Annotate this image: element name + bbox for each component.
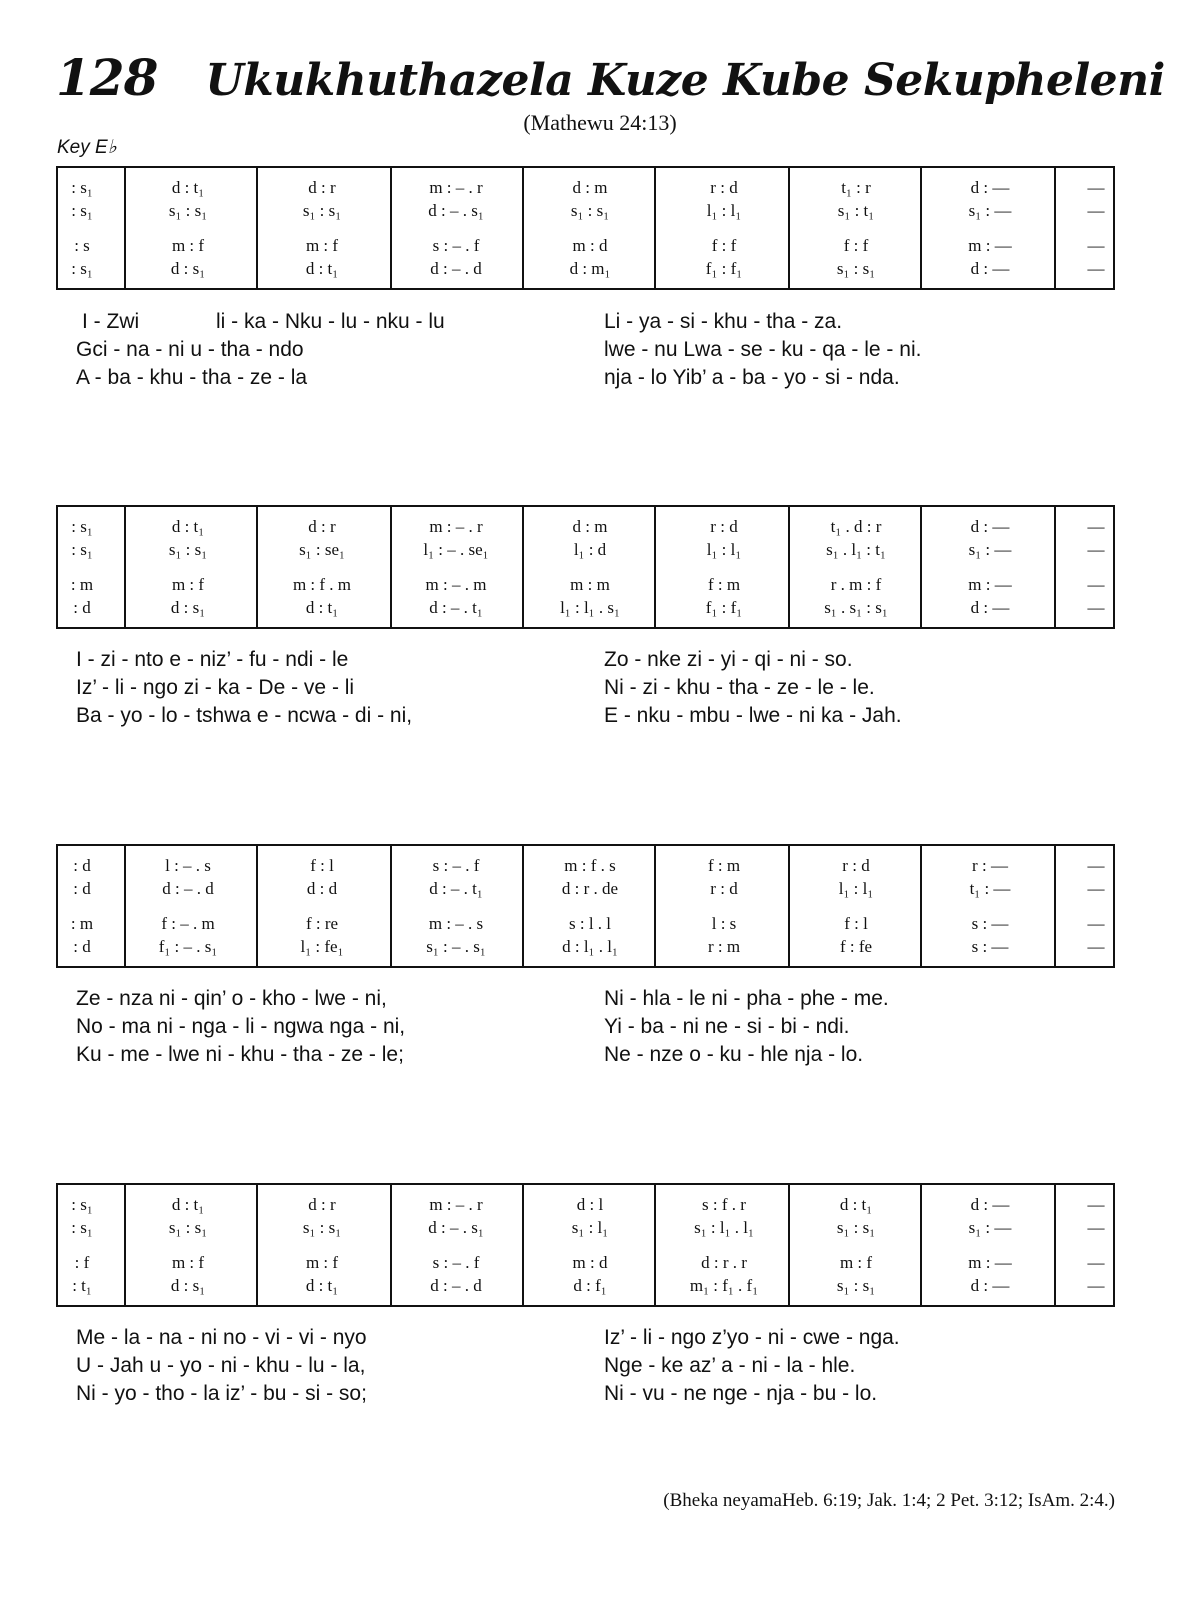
solfa-cell: d : t₁ — [171, 1195, 205, 1214]
lyric-line — [56, 704, 1115, 732]
solfa-cell: d : t₁ — [839, 1195, 873, 1214]
solfa-cell: d : – . d — [430, 259, 482, 278]
solfa-cell: — — [1087, 1253, 1105, 1272]
solfa-cell: : s₁ — [71, 201, 93, 220]
solfa-cell: — — [1087, 1195, 1105, 1214]
solfa-cell: m : f — [305, 236, 339, 255]
solfa-cell: f : – . m — [161, 914, 215, 933]
solfa-cell: d : s₁ — [170, 1276, 206, 1295]
lyric-segment: lwe - nu Lwa - se - ku - qa - le - ni. — [604, 338, 922, 361]
solfa-cell: t₁ . d : r — [830, 517, 882, 536]
lyric-line — [56, 1015, 1115, 1043]
solfa-cell: m : f — [171, 236, 205, 255]
solfa-cell: — — [1087, 540, 1105, 559]
bar-line — [1054, 846, 1056, 966]
solfa-cell: s₁ : s₁ — [836, 1276, 876, 1295]
solfa-cell: d : r — [308, 1195, 336, 1214]
bar-line — [788, 1185, 790, 1305]
solfa-cell: s₁ : s₁ — [302, 1218, 342, 1237]
solfa-cell: d : t₁ — [305, 1276, 339, 1295]
scripture-reference: (Mathewu 24:13) — [523, 110, 677, 135]
solfa-cell: m : – . m — [425, 575, 487, 594]
solfa-cell: l₁ : – . se₁ — [423, 540, 489, 559]
solfa-cell: f : f — [843, 236, 869, 255]
solfa-cell: s₁ : s₁ — [836, 1218, 876, 1237]
solfa-cell: : s₁ — [71, 540, 93, 559]
solfa-cell: s₁ : — — [968, 201, 1012, 220]
solfa-cell: d : r — [308, 178, 336, 197]
solfa-cell: l₁ : l₁ — [706, 540, 742, 559]
solfa-cell: m : – . r — [429, 1195, 483, 1214]
lyric-line — [56, 1382, 1115, 1410]
hymn-title: Ukukhuthazela Kuze Kube Sekupheleni — [205, 55, 1165, 106]
solfa-cell: m₁ : f₁ . f₁ — [689, 1276, 759, 1295]
solfa-cell: d : r . de — [561, 879, 619, 898]
solfa-cell: d : l — [576, 1195, 604, 1214]
solfa-cell: m : f — [171, 1253, 205, 1272]
bar-line — [788, 168, 790, 288]
lyric-segment: A - ba - khu - tha - ze - la — [76, 366, 308, 389]
solfa-cell: — — [1087, 914, 1105, 933]
bar-line — [1054, 168, 1056, 288]
bar-line — [390, 1185, 392, 1305]
solfa-cell: d : – . t₁ — [429, 879, 483, 898]
lyric-segment: Ni - zi - khu - tha - ze - le - le. — [604, 676, 875, 699]
solfa-cell: f : fe — [839, 937, 873, 956]
solfa-cell: : m — [70, 914, 94, 933]
bar-line — [654, 846, 656, 966]
solfa-cell: — — [1087, 937, 1105, 956]
lyric-line — [56, 338, 1115, 366]
solfa-cell: f : f — [711, 236, 737, 255]
bar-line — [124, 846, 126, 966]
solfa-cell: m : f — [839, 1253, 873, 1272]
solfa-cell: d : – . s₁ — [428, 1218, 484, 1237]
bar-line — [920, 168, 922, 288]
bar-line — [522, 846, 524, 966]
lyric-segment: Ne - nze o - ku - hle nja - lo. — [604, 1043, 864, 1066]
solfa-cell: : d — [73, 937, 91, 956]
solfa-cell: : d — [73, 856, 91, 875]
solfa-cell: : s₁ — [71, 1195, 93, 1214]
bar-line — [390, 168, 392, 288]
solfa-cell: r : — — [972, 856, 1008, 875]
solfa-cell: m : — — [968, 575, 1012, 594]
lyric-segment: Yi - ba - ni ne - si - bi - ndi. — [604, 1015, 850, 1038]
solfa-cell: d : — — [970, 598, 1010, 617]
solfa-cell: — — [1087, 236, 1105, 255]
bar-line — [1054, 1185, 1056, 1305]
solfa-cell: : d — [73, 879, 91, 898]
bar-line — [654, 507, 656, 627]
solfa-cell: t₁ : r — [841, 178, 871, 197]
solfa-cell: s₁ . s₁ : s₁ — [824, 598, 888, 617]
solfa-cell: l₁ : l₁ — [706, 201, 742, 220]
solfa-cell: l : s — [711, 914, 737, 933]
solfa-cell: s₁ : s₁ — [570, 201, 610, 220]
key-signature: Key E♭ — [57, 137, 117, 158]
lyric-segment: Gci - na - ni u - tha - ndo — [76, 338, 304, 361]
solfa-cell: m : m — [570, 575, 610, 594]
lyric-line — [56, 648, 1115, 676]
solfa-cell: l₁ : fe₁ — [300, 937, 344, 956]
solfa-cell: — — [1087, 598, 1105, 617]
solfa-cell: — — [1087, 1276, 1105, 1295]
music-system — [56, 844, 1115, 968]
solfa-cell: s : l . l — [568, 914, 612, 933]
lyric-segment: Zo - nke zi - yi - qi - ni - so. — [604, 648, 853, 671]
bar-line — [920, 1185, 922, 1305]
solfa-cell: l : – . s — [165, 856, 211, 875]
lyric-segment: Ze - nza ni - qin’ o - kho - lwe - ni, — [76, 987, 387, 1010]
solfa-cell: s : — — [971, 914, 1009, 933]
solfa-cell: : f — [74, 1253, 90, 1272]
bar-line — [788, 846, 790, 966]
solfa-cell: l₁ : l₁ — [838, 879, 874, 898]
solfa-cell: : s₁ — [71, 1218, 93, 1237]
solfa-cell: f : re — [305, 914, 339, 933]
solfa-cell: f : m — [707, 575, 741, 594]
solfa-cell: d : t₁ — [171, 178, 205, 197]
solfa-cell: s₁ : s₁ — [168, 201, 208, 220]
solfa-cell: m : – . r — [429, 178, 483, 197]
bar-line — [256, 507, 258, 627]
lyric-segment: Iz’ - li - ngo zi - ka - De - ve - li — [76, 676, 355, 699]
solfa-cell: m : f . s — [564, 856, 616, 875]
solfa-cell: : s₁ — [71, 517, 93, 536]
solfa-cell: s : – . f — [432, 236, 480, 255]
solfa-cell: s₁ : s₁ — [168, 540, 208, 559]
solfa-cell: d : — — [970, 178, 1010, 197]
bar-line — [256, 168, 258, 288]
hymn-number: 128 — [56, 48, 158, 107]
bar-line — [390, 507, 392, 627]
solfa-cell: s₁ : — — [968, 540, 1012, 559]
solfa-cell: s₁ : s₁ — [836, 259, 876, 278]
solfa-cell: r : d — [710, 879, 738, 898]
lyric-segment: I - Zwi — [82, 310, 140, 333]
solfa-cell: m : f . m — [292, 575, 352, 594]
solfa-cell: s₁ : t₁ — [837, 201, 875, 220]
bar-line — [124, 168, 126, 288]
lyric-segment: No - ma ni - nga - li - ngwa nga - ni, — [76, 1015, 406, 1038]
solfa-cell: s₁ : l₁ — [571, 1218, 609, 1237]
solfa-cell: — — [1087, 1218, 1105, 1237]
solfa-cell: m : f — [171, 575, 205, 594]
lyric-segment: Ni - vu - ne nge - nja - bu - lo. — [604, 1382, 878, 1405]
solfa-cell: r : d — [710, 178, 738, 197]
solfa-cell: f₁ : – . s₁ — [158, 937, 218, 956]
lyric-segment: E - nku - mbu - lwe - ni ka - Jah. — [604, 704, 902, 727]
solfa-cell: f₁ : f₁ — [705, 259, 743, 278]
lyric-line — [56, 1354, 1115, 1382]
solfa-cell: s₁ : se₁ — [299, 540, 345, 559]
solfa-cell: — — [1087, 259, 1105, 278]
bar-line — [1054, 507, 1056, 627]
solfa-cell: d : — — [970, 517, 1010, 536]
bar-line — [124, 1185, 126, 1305]
solfa-cell: d : d — [306, 879, 338, 898]
lyric-segment: Li - ya - si - khu - tha - za. — [604, 310, 843, 333]
solfa-cell: d : – . d — [430, 1276, 482, 1295]
lyric-segment: Nge - ke az’ a - ni - la - hle. — [604, 1354, 856, 1377]
solfa-cell: d : – . s₁ — [428, 201, 484, 220]
bar-line — [390, 846, 392, 966]
solfa-cell: s₁ : s₁ — [302, 201, 342, 220]
music-system — [56, 1183, 1115, 1307]
solfa-cell: d : – . d — [162, 879, 214, 898]
bar-line — [654, 168, 656, 288]
solfa-cell: : t₁ — [72, 1276, 92, 1295]
solfa-cell: t₁ : — — [969, 879, 1011, 898]
solfa-cell: f₁ : f₁ — [705, 598, 743, 617]
lyric-line — [56, 1326, 1115, 1354]
solfa-cell: m : – . r — [429, 517, 483, 536]
solfa-cell: d : m — [572, 517, 608, 536]
lyric-segment: Me - la - na - ni no - vi - vi - nyo — [76, 1326, 367, 1349]
lyric-line — [56, 987, 1115, 1015]
solfa-cell: — — [1087, 575, 1105, 594]
music-system — [56, 166, 1115, 290]
bar-line — [522, 507, 524, 627]
solfa-cell: d : f₁ — [573, 1276, 607, 1295]
footer-references: (Bheka neyamaHeb. 6:19; Jak. 1:4; 2 Pet. 3:12; IsAm. 2:4.) — [663, 1490, 1115, 1511]
solfa-cell: m : d — [572, 1253, 608, 1272]
solfa-cell: — — [1087, 879, 1105, 898]
lyric-segment: Ba - yo - lo - tshwa e - ncwa - di - ni, — [76, 704, 413, 727]
lyric-segment: Ni - hla - le ni - pha - phe - me. — [604, 987, 889, 1010]
lyric-segment: Iz’ - li - ngo z’yo - ni - cwe - nga. — [604, 1326, 900, 1349]
solfa-cell: s₁ : l₁ . l₁ — [694, 1218, 754, 1237]
solfa-cell: m : — — [968, 236, 1012, 255]
solfa-cell: d : r — [308, 517, 336, 536]
bar-line — [920, 846, 922, 966]
solfa-cell: s : – . f — [432, 1253, 480, 1272]
solfa-cell: m : f — [305, 1253, 339, 1272]
solfa-cell: d : t₁ — [171, 517, 205, 536]
bar-line — [522, 168, 524, 288]
solfa-cell: d : m — [572, 178, 608, 197]
solfa-cell: d : l₁ . l₁ — [562, 937, 618, 956]
solfa-cell: r : d — [710, 517, 738, 536]
solfa-cell: r : m — [707, 937, 741, 956]
solfa-cell: l₁ : d — [573, 540, 607, 559]
solfa-cell: d : s₁ — [170, 598, 206, 617]
solfa-cell: : s — [74, 236, 90, 255]
solfa-cell: — — [1087, 856, 1105, 875]
lyric-line — [56, 310, 1115, 338]
solfa-cell: — — [1087, 517, 1105, 536]
solfa-cell: — — [1087, 201, 1105, 220]
solfa-cell: d : t₁ — [305, 598, 339, 617]
solfa-cell: s : – . f — [432, 856, 480, 875]
solfa-cell: d : m₁ — [569, 259, 611, 278]
solfa-cell: — — [1087, 178, 1105, 197]
bar-line — [256, 846, 258, 966]
solfa-cell: d : — — [970, 1276, 1010, 1295]
bar-line — [522, 1185, 524, 1305]
bar-line — [788, 507, 790, 627]
solfa-cell: d : r . r — [701, 1253, 747, 1272]
solfa-cell: m : d — [572, 236, 608, 255]
hymn-header — [56, 48, 1165, 118]
solfa-cell: s₁ . l₁ : t₁ — [826, 540, 886, 559]
solfa-cell: d : — — [970, 1195, 1010, 1214]
solfa-cell: d : — — [970, 259, 1010, 278]
bar-line — [920, 507, 922, 627]
solfa-cell: d : – . t₁ — [429, 598, 483, 617]
solfa-cell: : d — [73, 598, 91, 617]
lyric-line — [56, 676, 1115, 704]
music-system — [56, 505, 1115, 629]
solfa-cell: m : – . s — [428, 914, 484, 933]
solfa-cell: : s₁ — [71, 259, 93, 278]
solfa-cell: d : s₁ — [170, 259, 206, 278]
solfa-cell: d : t₁ — [305, 259, 339, 278]
solfa-cell: f : m — [707, 856, 741, 875]
solfa-cell: l₁ : l₁ . s₁ — [560, 598, 620, 617]
solfa-cell: s₁ : — — [968, 1218, 1012, 1237]
lyric-segment: li - ka - Nku - lu - nku - lu — [216, 310, 445, 333]
solfa-cell: s₁ : s₁ — [168, 1218, 208, 1237]
solfa-cell: s₁ : – . s₁ — [426, 937, 486, 956]
solfa-cell: s : f . r — [702, 1195, 746, 1214]
lyric-segment: Ku - me - lwe ni - khu - tha - ze - le; — [76, 1043, 404, 1066]
solfa-cell: f : l — [844, 914, 868, 933]
lyric-segment: nja - lo Yib’ a - ba - yo - si - nda. — [604, 366, 900, 389]
solfa-cell: m : — — [968, 1253, 1012, 1272]
lyric-segment: U - Jah u - yo - ni - khu - lu - la, — [76, 1354, 366, 1377]
solfa-cell: f : l — [310, 856, 334, 875]
lyric-line — [56, 366, 1115, 394]
solfa-cell: : m — [70, 575, 94, 594]
solfa-cell: r . m : f — [830, 575, 882, 594]
solfa-cell: r : d — [842, 856, 870, 875]
solfa-cell: s : — — [971, 937, 1009, 956]
bar-line — [654, 1185, 656, 1305]
solfa-cell: : s₁ — [71, 178, 93, 197]
bar-line — [256, 1185, 258, 1305]
lyric-segment: Ni - yo - tho - la iz’ - bu - si - so; — [76, 1382, 367, 1405]
bar-line — [124, 507, 126, 627]
lyric-segment: I - zi - nto e - niz’ - fu - ndi - le — [76, 648, 349, 671]
lyric-line — [56, 1043, 1115, 1071]
